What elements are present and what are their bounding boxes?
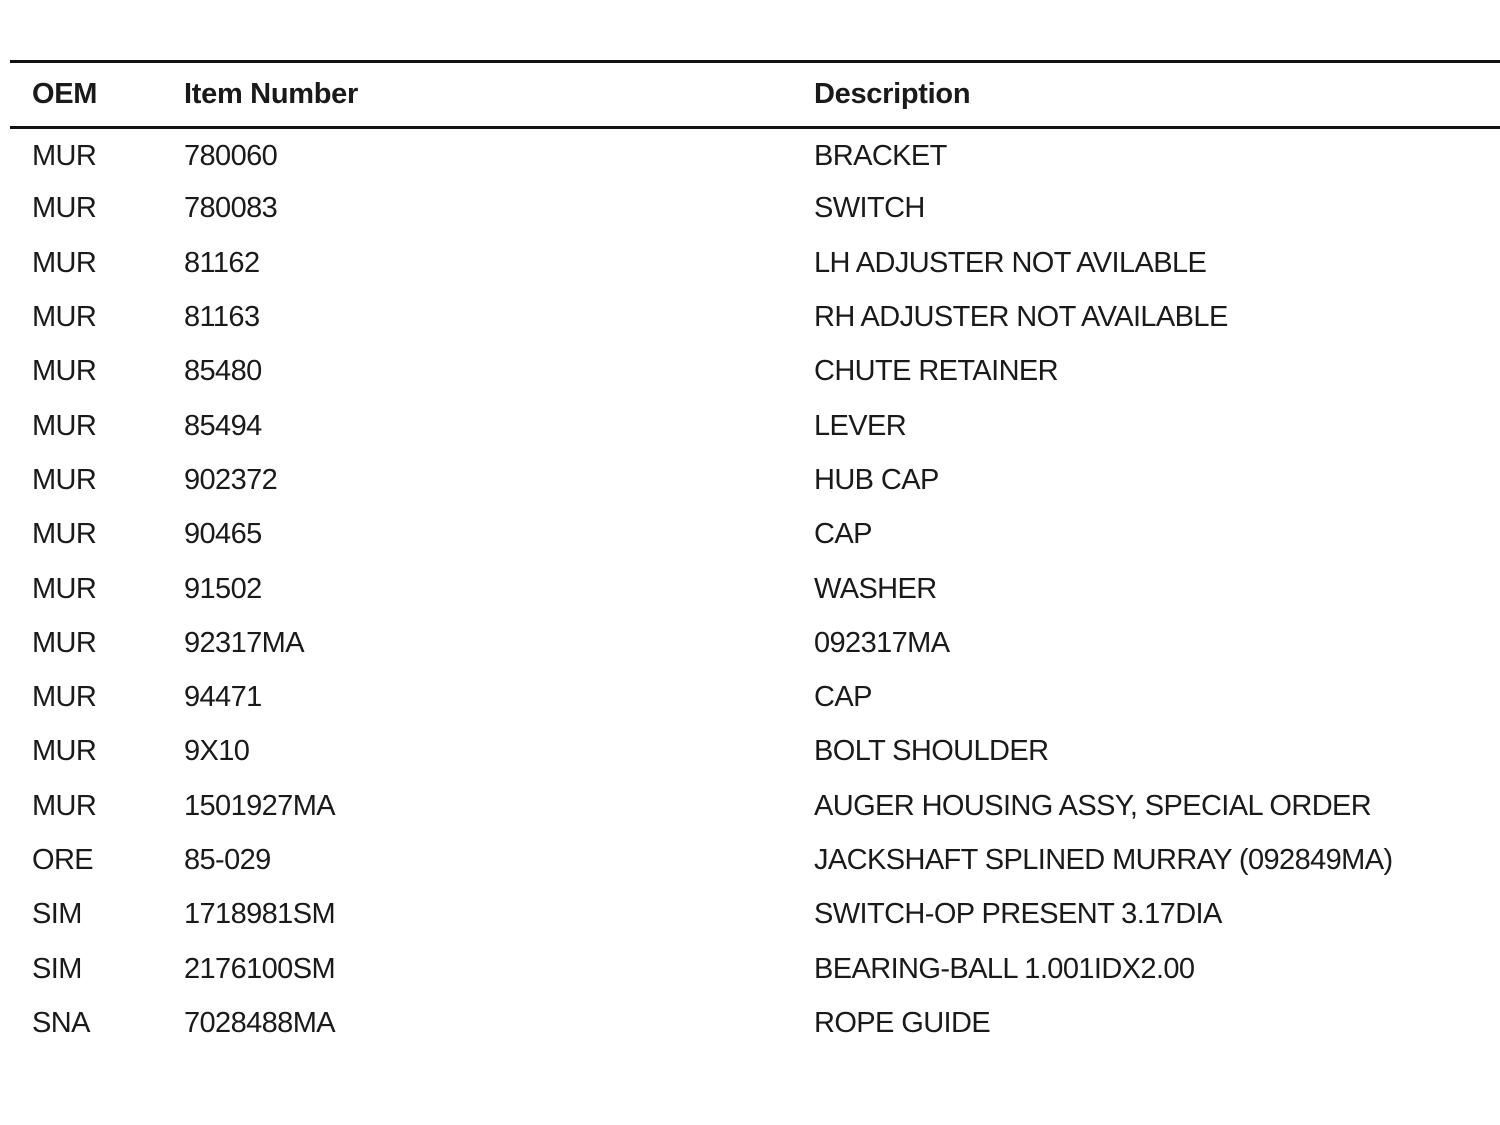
- cell-oem: MUR: [32, 139, 97, 172]
- cell-description: CHUTE RETAINER: [814, 355, 1059, 388]
- cell-item-number: 85494: [184, 409, 262, 442]
- table-row: [10, 128, 1500, 182]
- cell-item-number: 94471: [184, 681, 262, 714]
- table-row: [10, 670, 1500, 724]
- cell-description: LEVER: [814, 409, 907, 442]
- cell-item-number: 90465: [184, 518, 262, 551]
- table-header: [10, 62, 1500, 128]
- table-row: [10, 182, 1500, 236]
- cell-description: BEARING-BALL 1.001IDX2.00: [814, 952, 1195, 985]
- table-row: [10, 345, 1500, 399]
- cell-description: ROPE GUIDE: [814, 1006, 991, 1039]
- table-row: [10, 888, 1500, 942]
- cell-item-number: 902372: [184, 463, 278, 496]
- column-header-description: Description: [792, 62, 1500, 128]
- cell-oem: MUR: [32, 735, 97, 768]
- cell-item-number: 780083: [184, 192, 278, 225]
- cell-oem: MUR: [32, 518, 97, 551]
- cell-description: RH ADJUSTER NOT AVAILABLE: [814, 301, 1228, 334]
- table-row: [10, 236, 1500, 290]
- column-header-oem: OEM: [10, 62, 162, 128]
- table-row: [10, 290, 1500, 344]
- cell-item-number: 2176100SM: [184, 952, 335, 985]
- column-header-item-number: Item Number: [162, 62, 792, 128]
- header-row: [10, 62, 1500, 128]
- table-body: [10, 128, 1500, 1051]
- cell-description: SWITCH: [814, 192, 925, 225]
- cell-oem: SIM: [32, 898, 82, 931]
- cell-description: HUB CAP: [814, 463, 939, 496]
- table-row: [10, 996, 1500, 1050]
- table-row: [10, 399, 1500, 453]
- cell-item-number: 92317MA: [184, 626, 304, 659]
- cell-item-number: 81163: [184, 301, 260, 334]
- parts-table: [10, 60, 1500, 1051]
- table-row: [10, 453, 1500, 507]
- cell-oem: MUR: [32, 789, 97, 822]
- cell-oem: MUR: [32, 409, 97, 442]
- cell-oem: SIM: [32, 952, 82, 985]
- cell-item-number: 91502: [184, 572, 262, 605]
- table-row: [10, 508, 1500, 562]
- cell-oem: MUR: [32, 246, 97, 279]
- cell-item-number: 85-029: [184, 844, 271, 876]
- cell-description: WASHER: [814, 572, 937, 605]
- cell-oem: MUR: [32, 301, 97, 334]
- cell-oem: MUR: [32, 681, 97, 714]
- table-row: [10, 833, 1500, 887]
- cell-oem: MUR: [32, 626, 97, 659]
- cell-description: SWITCH-OP PRESENT 3.17DIA: [814, 898, 1222, 931]
- cell-description: CAP: [814, 681, 872, 714]
- cell-description: 092317MA: [814, 626, 950, 659]
- cell-description: BOLT SHOULDER: [814, 735, 1049, 768]
- table-row: [10, 942, 1500, 996]
- cell-item-number: 9X10: [184, 735, 250, 768]
- cell-oem: MUR: [32, 463, 97, 496]
- cell-item-number: 85480: [184, 355, 262, 388]
- cell-oem: ORE: [32, 844, 94, 876]
- cell-item-number: 81162: [184, 246, 260, 279]
- cell-description: CAP: [814, 518, 872, 551]
- cell-oem: MUR: [32, 572, 97, 605]
- cell-description: BRACKET: [814, 139, 947, 172]
- cell-item-number: 1718981SM: [184, 898, 335, 931]
- table-row: [10, 616, 1500, 670]
- cell-oem: SNA: [32, 1006, 90, 1039]
- table-row: [10, 779, 1500, 833]
- cell-description: LH ADJUSTER NOT AVILABLE: [814, 246, 1207, 279]
- table-row: [10, 562, 1500, 616]
- cell-description: AUGER HOUSING ASSY, SPECIAL ORDER: [814, 789, 1372, 822]
- cell-item-number: 7028488MA: [184, 1006, 335, 1039]
- cell-oem: MUR: [32, 355, 97, 388]
- cell-item-number: 780060: [184, 139, 278, 172]
- table-row: [10, 725, 1500, 779]
- cell-oem: MUR: [32, 192, 97, 225]
- cell-description: JACKSHAFT SPLINED MURRAY (092849MA): [814, 844, 1393, 876]
- cell-item-number: 1501927MA: [184, 789, 335, 822]
